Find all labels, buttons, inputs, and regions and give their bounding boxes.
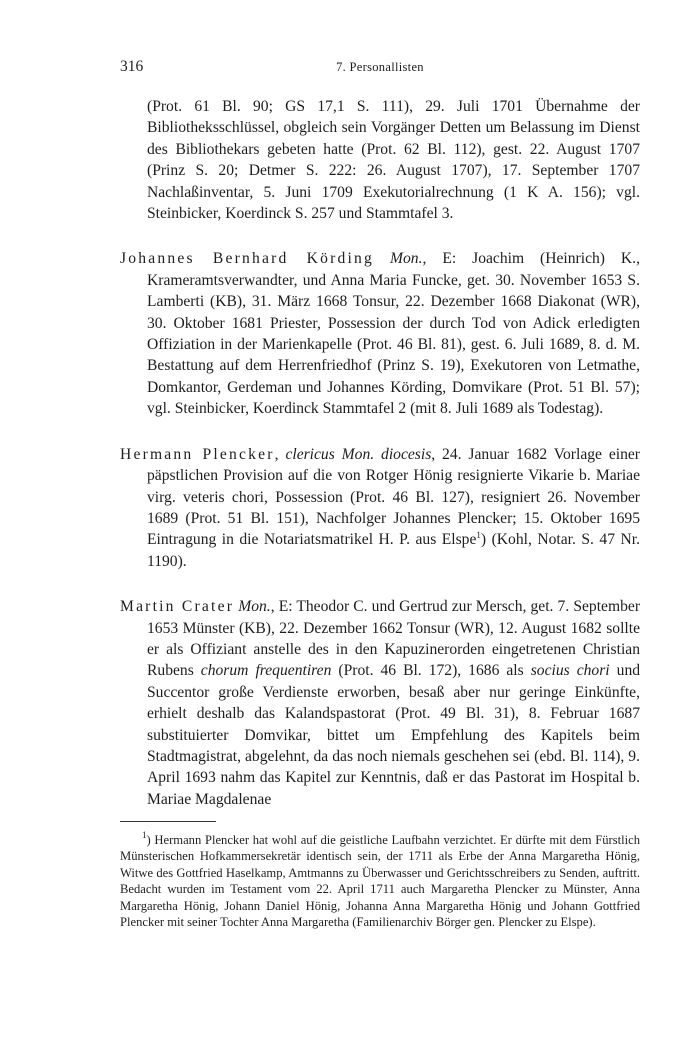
entry-crater: Martin Crater Mon., E: Theodor C. und Gertrud zur Mersch, get. 7. September 1653 Münster (KB), 22. Dezember 1662 Tonsur (WR), 12. August 1682 sollte er als Offiziant anstelle des in den Kapuzinerorden eingetretenen Christian Rubens chorum frequentiren (Prot. 46 Bl. 172), 1686 als socius chori und Succentor große Verdienste erworben, besaß aber nur geringe Einkünfte, erhielt deshalb das Kalandspastorat (Prot. 49 Bl. 31), 8. Februar 1687 substituierter Domvikar, bittet um Empfehlung des Kapitels beim Stadtmagistrat, abgelehnt, da das noch niemals geschehen sei (ebd. Bl. 114), 9. April 1693 nahm das Kapitel zur Kenntnis, daß er das Pastorat im Hospital b. Mariae Magdalenae — [120, 598, 641, 808]
footnote-reference[interactable]: 1 — [476, 530, 481, 541]
entry-koerding: Johannes Bernhard Körding Mon., E: Joachim (Heinrich) K., Krameramtsverwandter, und Anna Maria Funcke, get. 30. November 1653 S. Lamberti (KB), 31. März 1668 Tonsur, 22. Dezember 1668 Diakonat (WR), 30. Oktober 1681 Priester, Possession der durch Tod von Adick erledigten Offiziation in der Marienkapelle (Prot. 46 Bl. 81), gest. 6. Juli 1689, 8. d. M. Bestattung auf dem Herrenfriedhof (Prinz S. 19), Exekutoren von Letmathe, Domkantor, Gerdeman und Johannes Körding, Domvikare (Prot. 51 Bl. 57); vgl. Steinbicker, Koerdinck Stammtafel 2 (mit 8. Juli 1689 als Todestag). — [120, 250, 640, 418]
entry-text: E: Joachim (Heinrich) K., Krameramtsverwandter, und Anna Maria Funcke, get. 30. November 1653 S. Lamberti (KB), 31. März 1668 Tonsur, 22. Dezember 1668 Diakonat (WR), 30. Oktober 1681 Priester, Possession der durch Tod von Adick erledigten Offiziation in der Marienkapelle (Prot. 46 Bl. 81), gest. 6. Juli 1689, 8. d. M. Bestattung auf dem Herrenfriedhof (Prinz S. 19), Exekutoren von Letmathe, Domkantor, Gerdeman und Johannes Körding, Domvikare (Prot. 51 Bl. 57); vgl. Steinbicker, Koerdinck Stammtafel 2 (mit 8. Juli 1689 als Todestag). — [147, 250, 640, 418]
entry-origin: Mon. — [390, 250, 423, 268]
entry-text: (Prot. 46 Bl. 172), 1686 als — [338, 662, 524, 680]
page-number: 316 — [120, 58, 144, 75]
main-text — [120, 96, 640, 834]
entry-text: und Succentor große Verdienste erworben, besaß aber nur geringe Einkünfte, erhielt deshalb das Kalandspastorat (Prot. 49 Bl. 31), 8. Februar 1687 substituierter Domvikar, bittet um Empfehlung des Kapitels beim Stadtmagistrat, abgelehnt, da das noch niemals geschehen sei (ebd. Bl. 114), 9. April 1693 nahm das Kapitel zur Kenntnis, daß er das Pastorat im Hospital b. Mariae Magdalenae — [147, 662, 641, 808]
footnote-divider — [120, 821, 216, 822]
entry-origin: Mon. — [238, 598, 271, 616]
entry-origin: clericus Mon. diocesis — [285, 445, 432, 463]
footnote-mark: 1 — [142, 830, 147, 840]
footnote-text: ) Hermann Plencker hat wohl auf die geistliche Laufbahn verzichtet. Er dürfte mit dem Fürstlich Münsterischen Hofkammersekretär identisch sein, der 1711 als Erbe der Anna Margaretha Hönig, Witwe des Gottfried Haselkamp, Amtmanns zu Überwasser und Gerichtsschreibers zu Senden, auftritt. Bedacht wurden im Testament vom 22. April 1711 auch Margaretha Plencker zu Münster, Anna Margaretha Hönig, Johann Daniel Hönig, Johanna Anna Margaretha Hönig und Johann Gottfried Plencker mit seiner Tochter Anna Margaretha (Familienarchiv Börger gen. Plencker zu Elspe). — [120, 833, 640, 930]
entry-continuation — [120, 96, 640, 224]
entry-plencker: Hermann Plencker, clericus Mon. diocesis, 24. Januar 1682 Vorlage einer päpstlichen Provision auf die von Rotger Hönig resignierte Vikarie b. Mariae virg. veteris chori, Possession (Prot. 46 Bl. 127), resigniert 26. November 1689 (Prot. 51 Bl. 151), Nachfolger Johannes Plencker; 15. Oktober 1695 Eintragung in die Notariatsmatrikel H. P. aus Elspe$^1$) (Kohl, Notar. S. 47 Nr. 1190). — [120, 445, 641, 570]
entry-text: E: Theodor C. und Gertrud zur Mersch, get. 7. September 1653 Münster (KB), 22. Dezember 1662 Tonsur (WR), 12. August 1682 sollte er als Offiziant anstelle des in den Kapuzinerorden eingetretenen Christian Rubens — [147, 598, 641, 680]
chapter-title: 7. Personallisten — [336, 60, 424, 74]
entry-name: Martin Crater — [120, 598, 235, 616]
latin-phrase: socius chori — [530, 662, 610, 680]
entry-name: Hermann Plencker — [120, 445, 275, 463]
latin-phrase: chorum frequentiren — [200, 662, 332, 680]
entry-name: Johannes Bernhard Körding — [120, 250, 375, 268]
entry-text: 24. Januar 1682 Vorlage einer päpstlichen Provision auf die von Rotger Hönig resignierte Vikarie b. Mariae virg. veteris chori, Possession (Prot. 46 Bl. 127), resigniert 26. November 1689 (Prot. 51 Bl. 151), Nachfolger Johannes Plencker; 15. Oktober 1695 Eintragung in die Notariatsmatrikel H. P. aus Elspe — [147, 445, 641, 549]
footnote — [120, 832, 640, 930]
running-head — [120, 58, 640, 80]
entry-text: (Prot. 61 Bl. 90; GS 17,1 S. 111), 29. Juli 1701 Übernahme der Bibliotheksschlüssel, obgleich sein Vorgänger Detten um Belassung im Dienst des Bibliothekars gebeten hatte (Prot. 62 Bl. 112), gest. 22. August 1707 (Prinz S. 20; Detmer S. 222: 26. August 1707), 17. September 1707 Nachlaßinventar, 5. Juni 1709 Exekutorialrechnung (1 K A. 156); vgl. Steinbicker, Koerdinck S. 257 und Stammtafel 3. — [147, 98, 640, 223]
entry-text-tail: ) (Kohl, Notar. S. 47 Nr. 1190). — [147, 531, 640, 570]
